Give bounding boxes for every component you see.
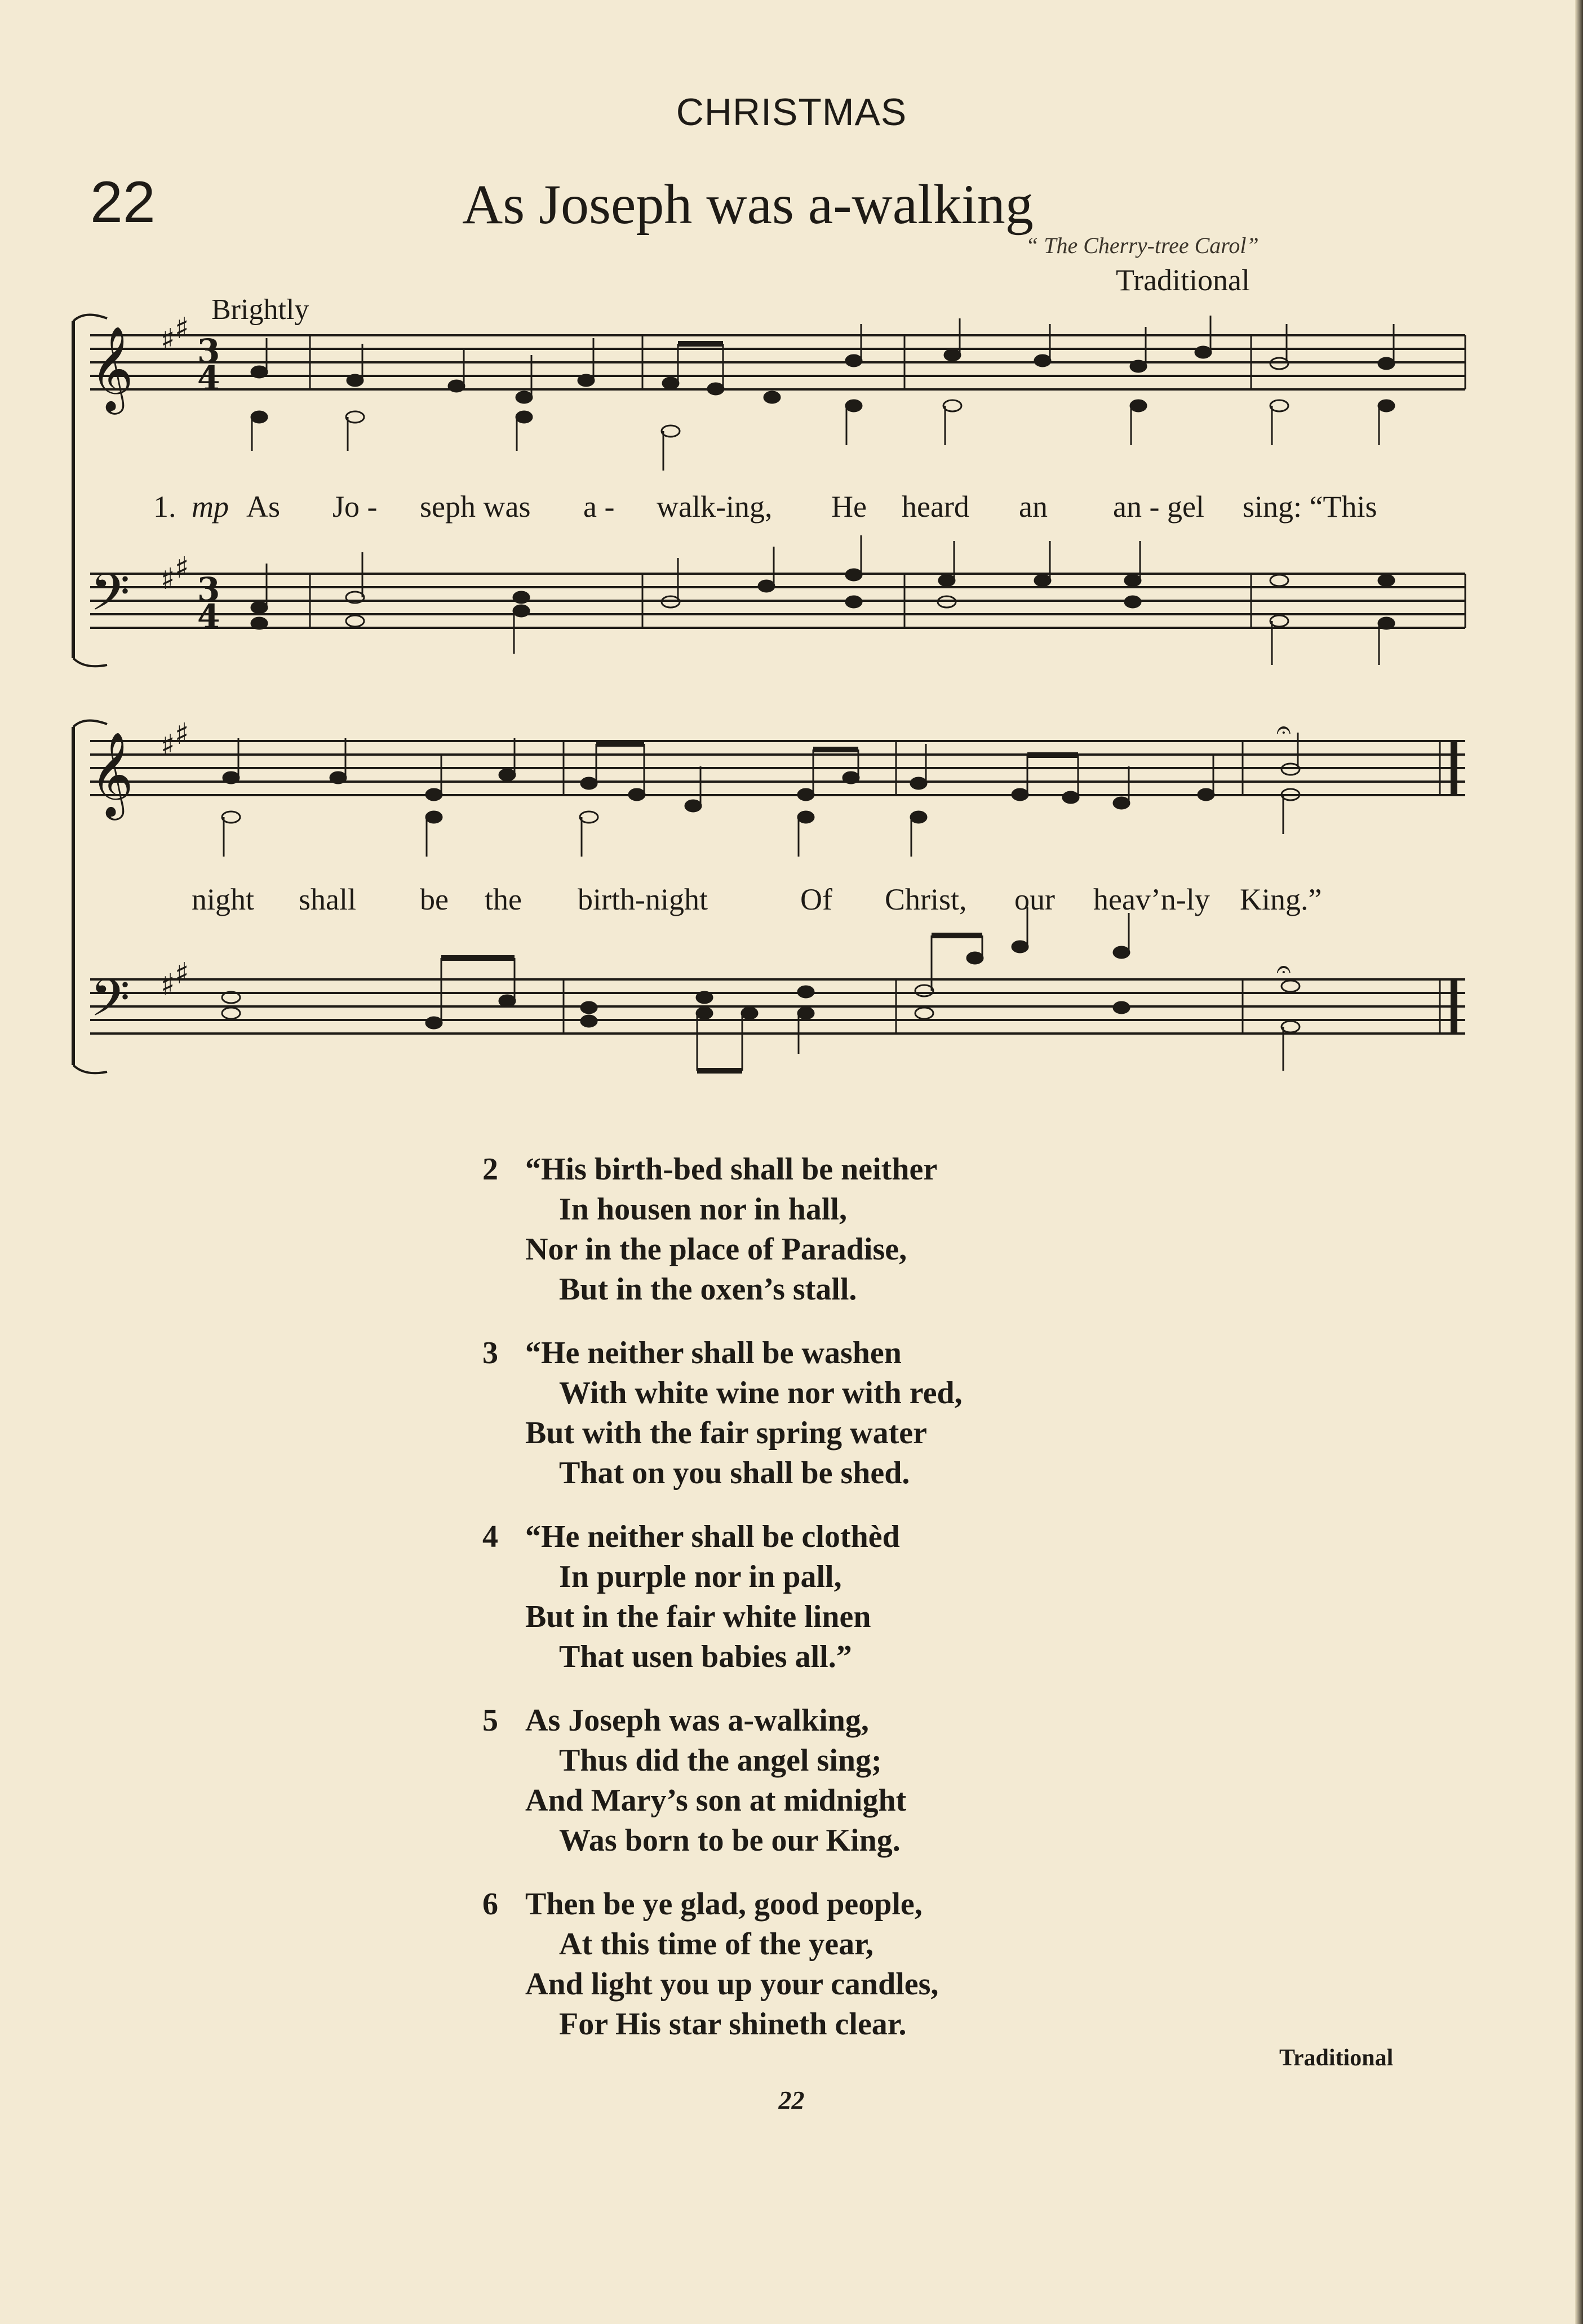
verse (482, 1333, 963, 1493)
verse-line: In purple nor in pall, (559, 1559, 842, 1594)
verse-line: And Mary’s son at midnight (525, 1783, 907, 1818)
verse (482, 1517, 963, 1677)
treble-staff (90, 335, 1465, 389)
lyric-syllable: Of (800, 882, 832, 916)
verse-line: “He neither shall be clothèd (525, 1519, 900, 1554)
dynamic-marking: mp (192, 490, 229, 524)
lyric-syllable: a - (583, 490, 615, 524)
verse-label (153, 489, 229, 524)
verse-line: Nor in the place of Paradise, (525, 1232, 907, 1267)
tempo-marking: Brightly (211, 294, 309, 326)
verse-line: Was born to be our King. (559, 1823, 901, 1858)
verse (482, 1150, 963, 1310)
lyric-syllable: heav’n-ly (1093, 882, 1210, 916)
svg-text:4: 4 (197, 359, 220, 397)
svg-text:♯: ♯ (175, 957, 189, 991)
hymn-title: As Joseph was a-walking (462, 173, 1034, 236)
lyric-syllable: our (1014, 882, 1055, 916)
verse-line: “His birth-bed shall be neither (525, 1152, 938, 1187)
verse-number: 4 (482, 1519, 498, 1554)
bass-clef-icon: 𝄢 (90, 562, 130, 635)
lyric-syllable: He (831, 490, 867, 524)
svg-text:3: 3 (197, 332, 220, 370)
lyric-syllable: King.” (1240, 882, 1322, 916)
verse-line: That on you shall be shed. (559, 1456, 910, 1491)
treble-clef-icon: 𝄞 (90, 325, 134, 411)
lyric-syllable: Christ, (885, 882, 967, 916)
svg-text:♯: ♯ (175, 551, 189, 585)
barlines (310, 335, 1465, 628)
treble-clef-icon: 𝄞 (90, 731, 134, 817)
verse-number: 6 (482, 1887, 498, 1922)
composer-credit: Traditional (1116, 263, 1251, 297)
lyric-syllable: the (485, 882, 522, 916)
verse-line: That usen babies all.” (559, 1639, 852, 1674)
lyric-syllable: be (420, 882, 449, 916)
lyric-syllable: an (1019, 490, 1048, 524)
lyric-syllable: an - gel (1113, 490, 1204, 524)
bass-clef-icon: 𝄢 (90, 968, 130, 1040)
hymn-number: 22 (90, 170, 156, 235)
svg-text:♯: ♯ (161, 323, 175, 357)
verse-line: In housen nor in hall, (559, 1192, 847, 1227)
attribution: Traditional (1279, 2045, 1394, 2071)
verse-number: 1. (153, 490, 176, 524)
section-title: CHRISTMAS (676, 91, 907, 134)
fermata-icon: 𝄐 (1276, 714, 1291, 744)
verse-number: 2 (482, 1152, 498, 1187)
svg-text:♯: ♯ (161, 729, 175, 762)
svg-text:♯: ♯ (161, 968, 175, 1002)
hymn-subtitle: “ The Cherry-tree Carol” (1026, 233, 1259, 258)
verse-line: At this time of the year, (559, 1927, 873, 1962)
lyric-syllable: sing: “This (1243, 490, 1377, 524)
verse-line: Thus did the angel sing; (559, 1743, 882, 1778)
verse (482, 1701, 963, 1861)
verse-line: But with the fair spring water (525, 1416, 927, 1451)
verse-line: With white wine nor with red, (559, 1376, 963, 1411)
lyric-syllable: heard (902, 490, 969, 524)
bass-staff (90, 574, 1465, 628)
lyric-syllable: shall (299, 882, 356, 916)
lyric-syllable: As (246, 490, 281, 524)
page-number: 22 (778, 2086, 805, 2114)
svg-text:♯: ♯ (175, 717, 189, 751)
lyric-syllable: walk-ing, (657, 490, 773, 524)
svg-text:♯: ♯ (175, 312, 189, 345)
verse-line: And light you up your candles, (525, 1967, 939, 2002)
bass-staff (90, 979, 1465, 1034)
lyric-syllable: seph was (420, 490, 531, 524)
verse-number: 3 (482, 1336, 498, 1371)
lyric-syllable: Jo - (332, 490, 378, 524)
verse-line: “He neither shall be washen (525, 1336, 902, 1371)
verse-line: Then be ye glad, good people, (525, 1887, 923, 1922)
verses-block (482, 1150, 963, 2068)
svg-text:♯: ♯ (161, 562, 175, 596)
verse-line: As Joseph was a-walking, (525, 1703, 869, 1738)
verse-line: But in the oxen’s stall. (559, 1272, 857, 1307)
verse-line: But in the fair white linen (525, 1599, 871, 1634)
verse-number: 5 (482, 1703, 498, 1738)
lyric-syllable: birth-night (578, 882, 708, 916)
treble-staff (90, 741, 1465, 795)
svg-text:3: 3 (197, 570, 220, 609)
verse (482, 1884, 963, 2044)
fermata-icon: 𝄐 (1276, 953, 1291, 984)
lyric-syllable: night (192, 882, 255, 916)
verse-line: For His star shineth clear. (559, 2007, 907, 2042)
svg-text:4: 4 (197, 597, 220, 636)
